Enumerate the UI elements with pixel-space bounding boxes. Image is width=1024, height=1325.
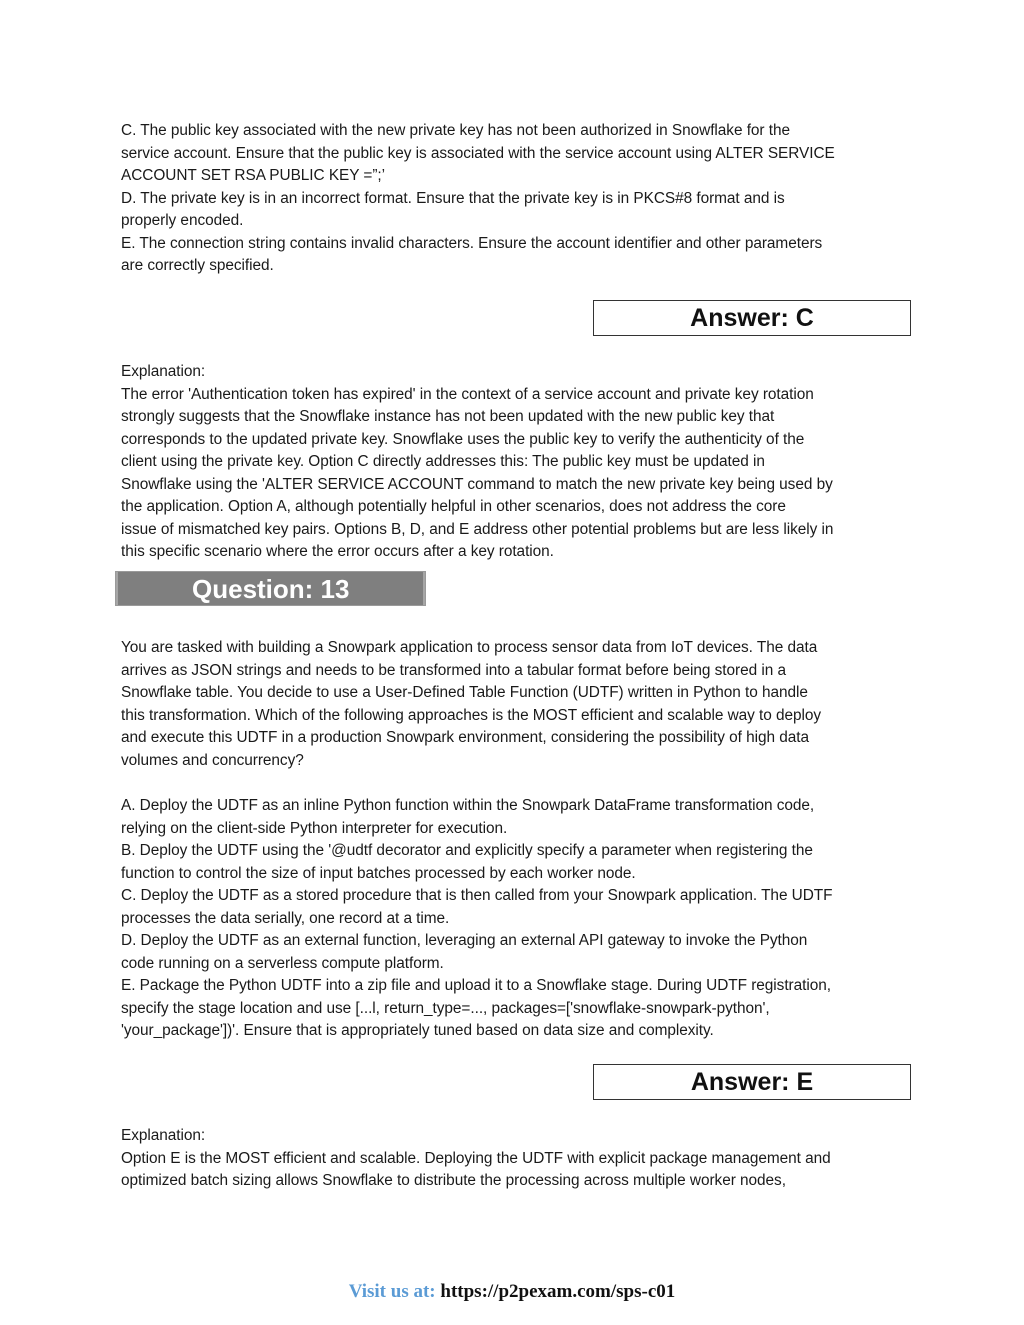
- option-line: relying on the client-side Python interpreter for execution.: [121, 819, 508, 837]
- option-line: function to control the size of input batches processed by each worker node.: [121, 864, 636, 882]
- option-line: service account. Ensure that the public key is associated with the service account using ALTER SERVICE: [121, 144, 835, 162]
- question-line: volumes and concurrency?: [121, 751, 304, 769]
- option-line: specify the stage location and use [...l, return_type=..., packages=['snowflake-snowpark-python',: [121, 999, 770, 1017]
- question-line: this transformation. Which of the following approaches is the MOST efficient and scalable way to deploy: [121, 706, 822, 724]
- question-banner: [115, 571, 426, 606]
- explanation-line: The error 'Authentication token has expired' in the context of a service account and private key rotation: [121, 385, 814, 403]
- option-line: D. Deploy the UDTF as an external function, leveraging an external API gateway to invoke the Python: [121, 932, 808, 949]
- option-line: properly encoded.: [121, 212, 244, 229]
- answer-box: Answer: E: [593, 1064, 911, 1100]
- question-line: and execute this UDTF in a production Snowpark environment, considering the possibility of high data: [121, 729, 809, 746]
- explanation-line: this specific scenario where the error occurs after a key rotation.: [121, 543, 554, 560]
- explanation-heading: Explanation:: [121, 363, 206, 380]
- option-line: C. Deploy the UDTF as a stored procedure that is then called from your Snowpark application. The UDTF: [121, 887, 833, 904]
- option-line: ACCOUNT SET RSA PUBLIC KEY =”;’: [121, 167, 386, 184]
- explanation-line: issue of mismatched key pairs. Options B, D, and E address other potential problems but are less likely in: [121, 520, 834, 538]
- option-line: E. The connection string contains invalid characters. Ensure the account identifier and other parameters: [121, 234, 823, 252]
- explanation-line: Option E is the MOST efficient and scalable. Deploying the UDTF with explicit package management and: [121, 1149, 831, 1167]
- question-line: arrives as JSON strings and needs to be transformed into a tabular format before being stored in a: [121, 661, 786, 679]
- explanation-heading: Explanation:: [121, 1127, 206, 1144]
- option-line: E. Package the Python UDTF into a zip file and upload it to a Snowflake stage. During UDTF registration,: [121, 977, 831, 994]
- option-line: C. The public key associated with the new private key has not been authorized in Snowflake for the: [121, 122, 790, 139]
- option-line: D. The private key is in an incorrect format. Ensure that the private key is in PKCS#8 format and is: [121, 189, 785, 207]
- option-line: B. Deploy the UDTF using the '@udtf decorator and explicitly specify a parameter when registering the: [121, 842, 813, 859]
- question-line: Snowflake table. You decide to use a User-Defined Table Function (UDTF) written in Python to handle: [121, 684, 808, 701]
- explanation-line: corresponds to the updated private key. Snowflake uses the public key to verify the authenticity of the: [121, 430, 805, 448]
- explanation-line: client using the private key. Option C directly addresses this: The public key must be updated in: [121, 453, 765, 470]
- answer-options: [121, 795, 911, 1043]
- footer-visit-label: Visit us at:: [348, 1281, 436, 1302]
- explanation-line: optimized batch sizing allows Snowflake to distribute the processing across multiple worker nodes,: [121, 1172, 786, 1189]
- explanation-line: strongly suggests that the Snowflake instance has not been updated with the new public key that: [121, 408, 775, 425]
- footer-url-link[interactable]: https://p2pexam.com/sps-c01: [440, 1281, 676, 1302]
- question-number: Question: 13: [192, 574, 350, 604]
- answer-box: Answer: C: [593, 300, 911, 336]
- question-line: You are tasked with building a Snowpark application to process sensor data from IoT devices. The data: [121, 639, 818, 656]
- previous-question-options: [121, 120, 911, 278]
- explanation-block: [121, 361, 911, 564]
- option-line: processes the data serially, one record at a time.: [121, 909, 450, 927]
- option-line: A. Deploy the UDTF as an inline Python function within the Snowpark DataFrame transformation code,: [121, 797, 815, 814]
- explanation-line: Snowflake using the 'ALTER SERVICE ACCOUNT command to match the new private key being used by: [121, 475, 833, 493]
- page-footer: [0, 1281, 1024, 1303]
- explanation-line: the application. Option A, although potentially helpful in other scenarios, does not address the core: [121, 498, 786, 515]
- question-text: [121, 637, 911, 772]
- explanation-block: [121, 1125, 911, 1193]
- option-line: code running on a serverless compute platform.: [121, 954, 444, 972]
- option-line: 'your_package'])'. Ensure that is appropriately tuned based on data size and complexity.: [121, 1022, 714, 1039]
- option-line: are correctly specified.: [121, 257, 274, 274]
